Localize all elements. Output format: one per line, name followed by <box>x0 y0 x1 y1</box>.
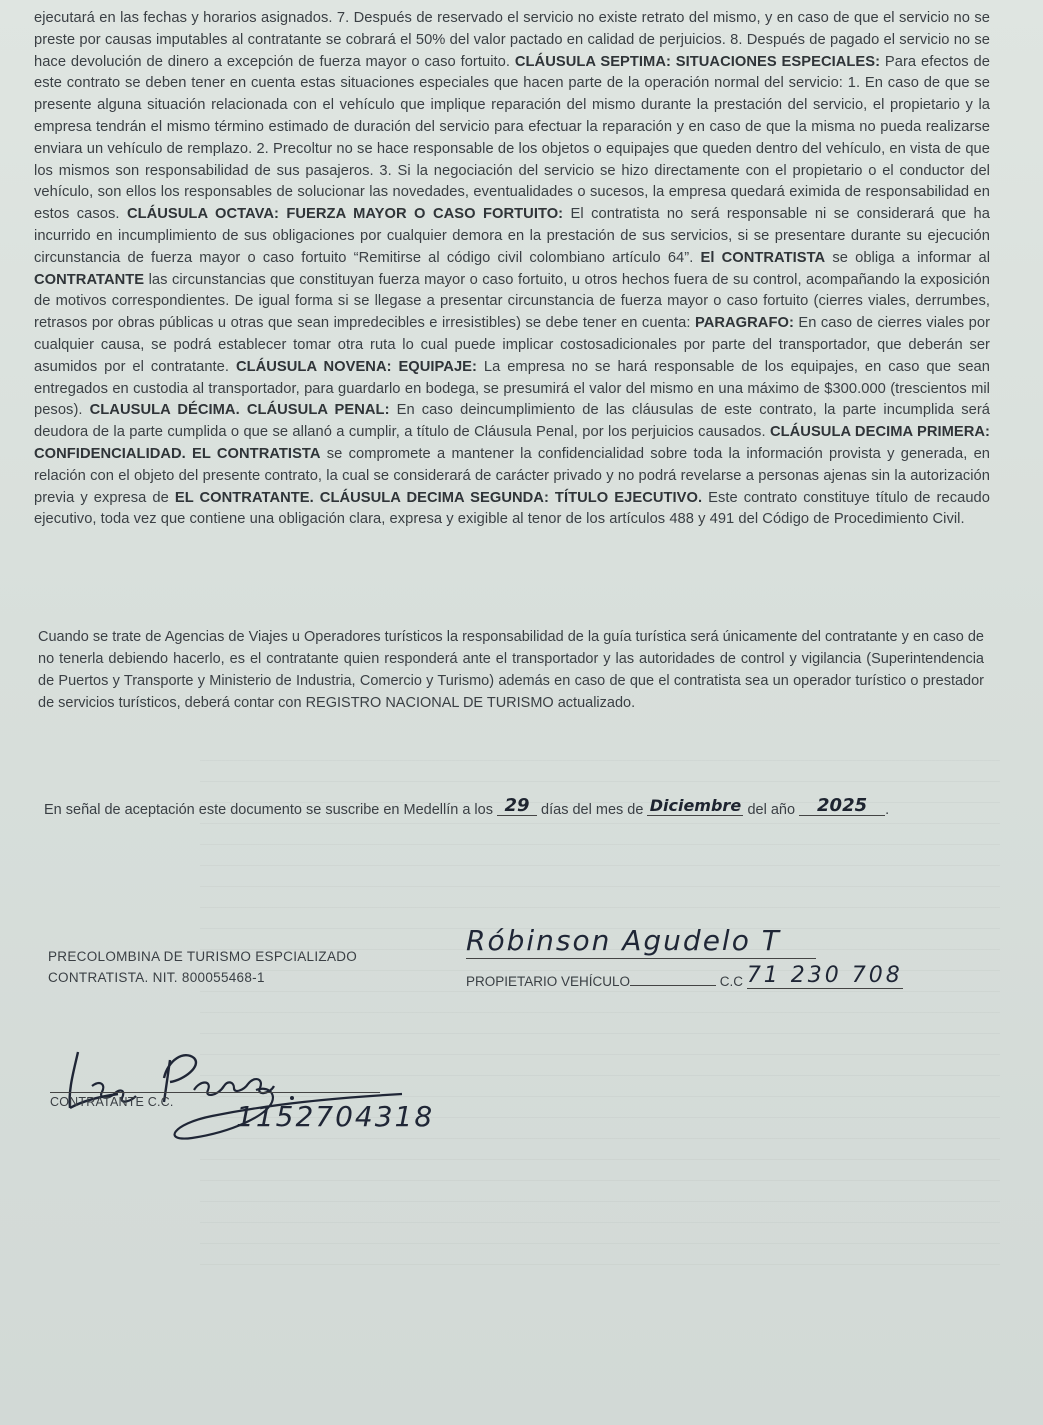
acceptance-mid1: días del mes de <box>541 802 644 818</box>
month-field: Diciembre <box>647 797 743 816</box>
agency-paragraph: Cuando se trate de Agencias de Viajes u Operadores turísticos la responsabilidad de la guía turística será únicamente del contratante y en caso de no tenerla debiendo hacerlo, es el contratante quien responderá ante el transportador y las autoridades de control y vigilancia (Superintendencia de Puertos y Transporte y Ministerio de Industria, Comercio y Turismo) además en caso de que el contratista sea un operador turístico o prestador de servicios turísticos, deberá contar con REGISTRO NACIONAL DE TURISMO actualizado. <box>38 629 984 711</box>
clause-heading: CLÁUSULA OCTAVA: FUERZA MAYOR O CASO FORTUITO: <box>126 206 564 223</box>
contratista-nit: CONTRATISTA. NIT. 800055468-1 <box>48 970 265 985</box>
clause-text: Este contrato constituye título de recaudo ejecutivo, toda vez que contiene una obligación clara, expresa y exigible al tenor de los artículos 488 y 491 del Código de Procedimiento Civil. <box>34 489 990 528</box>
propietario-label: PROPIETARIO VEHÍCULO <box>466 974 631 989</box>
year-field: 2025 <box>799 797 885 816</box>
clause-heading: CLAUSULA DÉCIMA. CLÁUSULA PENAL: <box>89 402 390 419</box>
clause-text: se obliga a informar al <box>832 249 991 266</box>
propietario-cc-label: C.C <box>719 974 744 989</box>
clause-heading: El CONTRATISTA <box>700 249 826 266</box>
propietario-line <box>466 963 926 993</box>
contratante-id-number: 1152704318 <box>236 1100 435 1133</box>
acceptance-suffix: . <box>885 802 890 818</box>
acceptance-prefix: En señal de aceptación este documento se suscribe en Medellín a los <box>44 802 493 818</box>
propietario-cc-number: 71 230 708 <box>746 963 903 988</box>
clause-text: se compromete a mantener la confidencialidad sobre toda la información provista y generada, en relación con el objeto del presente contrato, la cual se considerará de carácter privado y no podrá revelarse a personas ajenas sin la autorización previa y expresa de <box>34 445 991 506</box>
acceptance-mid2: del año <box>747 802 796 818</box>
propietario-signature-block <box>466 924 926 993</box>
contratista-company: PRECOLOMBINA DE TURISMO ESPCIALIZADO <box>48 949 358 964</box>
clause-heading: CLÁUSULA NOVENA: EQUIPAJE: <box>235 358 477 375</box>
contratista-signature-block <box>48 946 357 988</box>
clause-heading: CONTRATANTE <box>34 271 145 288</box>
clause-heading: CLÁUSULA SEPTIMA: SITUACIONES ESPECIALES: <box>514 53 881 70</box>
day-field: 29 <box>497 797 537 816</box>
paper-bleed-through <box>200 760 1000 1280</box>
clause-text: La empresa no se hará responsable de los equipajes, en caso que sean entregados en custodia al transportador, para guardarlo en bodega, se presumirá el valor del mismo en una máximo de $300.000 (trescientos mil pesos). <box>34 358 990 419</box>
clause-text: Para efectos de este contrato se deben tener en cuenta estas situaciones especiales que hacen parte de la operación normal del servicio: 1. En caso de que se presente alguna situación relacionada con el vehículo que implique reparación del mismo durante la prestación del servicio, el propietario y la empresa tendrán el mismo término estimado de duración del servicio para efectuar la reparación y en caso de que la misma no pueda realizarse enviara un vehículo de remplazo. 2. Precoltur no se hace responsable de los objetos o equipajes que queden dentro del vehículo, en vista de que los mismos son responsabilidad de sus pasajeros. 3. Si la negociación del servicio se hizo directamente con el propietario o el conductor del vehículo, son ellos los responsables de solucionar las novedades, eventualidades o sucesos, la empresa quedará eximida de responsabilidad en estos casos. <box>34 53 990 223</box>
clause-heading: CLÁUSULA DECIMA PRIMERA: CONFIDENCIALIDAD. EL CONTRATISTA <box>34 424 990 462</box>
clause-heading: EL CONTRATANTE. CLÁUSULA DECIMA SEGUNDA: TÍTULO EJECUTIVO. <box>174 489 703 506</box>
contract-clauses <box>34 8 990 531</box>
clause-text: El contratista no será responsable ni se considerará que ha incurrido en incumplimiento de sus obligaciones por cualquier demora en la prestación de sus servicios, si se presentare durante su ejecución circunstancia de fuerza mayor o caso fortuito “Remitirse al código civil colombiano artículo 64”. <box>34 206 990 266</box>
acceptance-line <box>44 795 944 819</box>
clause-text: ejecutará en las fechas y horarios asignados. 7. Después de reservado el servicio no existe retrato del mismo, y en caso de que el servicio no se preste por causas imputables al contratante se cobrará el 50% del valor pactado en calidad de perjuicios. 8. Después de pagado el servicio no se hace devolución de dinero a excepción de fuerza mayor o caso fortuito. <box>34 10 990 70</box>
clause-text: En caso de cierres viales por cualquier causa, se podrá establecer tomar otra ruta lo cual puede implicar costosadicionales por parte del transportador, que deberán ser asumidos por el contratante. <box>34 315 991 375</box>
clause-text: En caso deincumplimiento de las cláusulas de este contrato, la parte incumplida será deudora de la parte cumplida o que se allanó a cumplir, a título de Cláusula Penal, por los perjuicios causados. <box>34 402 990 441</box>
contratante-label: CONTRATANTE C.C. <box>50 1092 380 1109</box>
propietario-handwritten-name: Róbinson Agudelo T <box>466 924 816 959</box>
clause-text: las circunstancias que constituyan fuerza mayor o caso fortuito, u otros hechos fuera de su control, acompañando la exposición de motivos correspondientes. De igual forma si se llegase a presentar circunstancia de fuerza mayor o caso fortuito (cierres viales, derrumbes, retrasos por obras públicas u otras que sean impredecibles e irresistibles) se debe tener en cuenta: <box>34 271 990 332</box>
clause-heading: PARAGRAFO: <box>694 315 794 332</box>
contratante-signature-block <box>44 1030 464 1140</box>
